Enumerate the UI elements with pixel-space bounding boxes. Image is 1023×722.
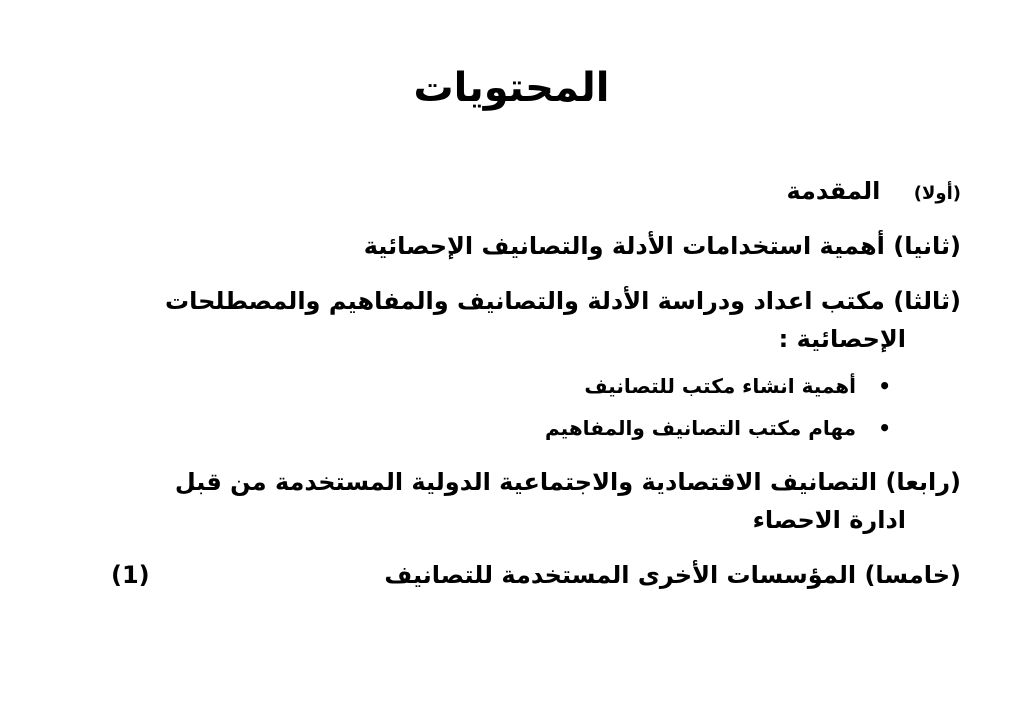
item-label: (رابعا)	[885, 468, 961, 496]
bullet-text: مهام مكتب التصانيف والمفاهيم	[544, 416, 857, 440]
bullet-dot-icon: •	[878, 374, 891, 398]
item-text: مكتب اعداد ودراسة الأدلة والتصانيف والمفاهيم والمصطلحات	[164, 287, 885, 315]
item-text: المقدمة	[786, 177, 881, 205]
item-label: (ثالثا)	[893, 287, 961, 315]
bullet-dot-icon: •	[878, 416, 891, 440]
item-label: (أولا)	[913, 183, 961, 204]
contents-item-5	[111, 556, 961, 594]
bullet-text: أهمية انشاء مكتب للتصانيف	[584, 374, 857, 398]
item-text: المؤسسات الأخرى المستخدمة للتصانيف	[384, 561, 857, 589]
contents-item-4	[111, 463, 961, 539]
item-label: (ثانيا)	[893, 232, 961, 260]
item-continuation: ادارة الاحصاء	[752, 506, 906, 534]
contents-item-3	[111, 282, 961, 358]
sub-bullet-item	[111, 365, 891, 407]
sub-bullet-list	[111, 365, 961, 449]
page-number: (1)	[111, 561, 150, 589]
contents-item-2	[111, 227, 961, 265]
item-label: (خامسا)	[864, 561, 961, 589]
contents-list	[111, 172, 961, 611]
item-text: التصانيف الاقتصادية والاجتماعية الدولية المستخدمة من قبل	[174, 468, 878, 496]
sub-bullet-item	[111, 407, 891, 449]
item-text: أهمية استخدامات الأدلة والتصانيف الإحصائية	[363, 232, 885, 260]
page-title: المحتويات	[413, 65, 610, 111]
contents-item-1	[111, 172, 961, 213]
item-continuation: الإحصائية :	[778, 325, 906, 353]
